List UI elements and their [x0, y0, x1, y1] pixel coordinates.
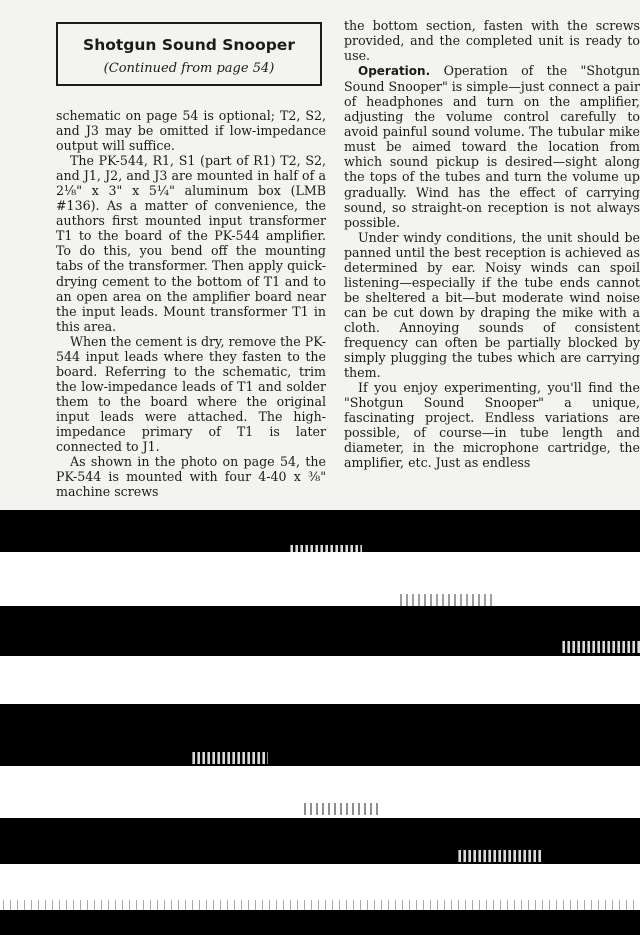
paragraph — [344, 380, 640, 470]
paragraph-text: The PK-544, R1, S1 (part of R1) T2, S2, and J1, J2, and J3 are mounted in half of a 2⅛" x 3" x 5¼" aluminum box (LMB #136). As a matter of convenience, the authors first mounted input transformer T1 to the board of the PK-544 amplifier. To do this, you bend off the mounting tabs of the transformer. Then apply quick-drying cement to the bottom of T1 and to an open area on the amplifier board near the input leads. Mount transformer T1 in this area. — [56, 153, 326, 334]
redaction-band-5 — [0, 910, 640, 935]
continued-from-note: (Continued from page 54) — [103, 61, 275, 76]
paragraph-text: Operation of the "Shotgun Sound Snooper" is simple—just connect a pair of headphones and turn on the amplifier, adjusting the volume control carefully to avoid painful sound volume. The tubular mike must be aimed toward the location from which sound pickup is desired—sight along the tops of the tubes and turn the volume up gradually. Wind has the effect of carrying sound, so straight-on reception is not always possible. — [344, 63, 640, 230]
redaction-band-2 — [0, 606, 640, 656]
paragraph-text: schematic on page 54 is optional; T2, S2, and J3 may be omitted if low-impedance output will suffice. — [56, 108, 326, 154]
scan-noise — [456, 850, 542, 862]
paragraph — [344, 63, 640, 230]
blank-band-2 — [0, 656, 640, 704]
paragraph — [56, 153, 326, 334]
paragraph — [56, 454, 326, 499]
paragraph-text: Under windy conditions, the unit should be panned until the best reception is achieved as determined by ear. Noisy winds can spoil listening—especially if the tube ends cannot be sheltered a bit—but moderate wind noise can be cut down by draping the mike with a cloth. Annoying sounds of consistent frequency can often be partially blocked by simply plugging the tubes which are carrying them. — [344, 229, 640, 381]
scan-noise — [398, 594, 494, 606]
paragraph — [56, 108, 326, 153]
redaction-band-3 — [0, 704, 640, 766]
paragraph-text: If you enjoy experimenting, you'll find the "Shotgun Sound Snooper" a unique, fascinating project. Endless variations are possible, of course—in tube length and diameter, in the microphone cartridge, the amplifier, etc. Just as endless — [344, 380, 640, 471]
blank-band-1 — [0, 552, 640, 606]
scan-noise — [302, 803, 382, 815]
article-title: Shotgun Sound Snooper — [83, 36, 295, 54]
paragraph — [344, 230, 640, 380]
scan-noise — [560, 641, 640, 653]
left-text-column — [56, 108, 326, 499]
scan-noise — [190, 752, 268, 764]
scan-noise — [0, 900, 640, 910]
continued-sidebar-box — [56, 22, 322, 86]
paragraph-text: When the cement is dry, remove the PK-544 input leads where they fasten to the board. Referring to the schematic, trim the low-impedance leads of T1 and solder them to the board where the original input leads were attached. The high-impedance primary of T1 is later connected to J1. — [56, 333, 326, 455]
redaction-band-4 — [0, 818, 640, 864]
paragraph — [344, 18, 640, 63]
run-in-heading: Operation. — [358, 64, 444, 79]
paragraph — [56, 334, 326, 454]
paragraph-text: As shown in the photo on page 54, the PK-544 is mounted with four 4-40 x ⅜" machine screws — [56, 454, 326, 500]
paragraph-text: the bottom section, fasten with the screws provided, and the completed unit is ready to use. — [344, 18, 640, 64]
right-text-column — [344, 18, 640, 470]
